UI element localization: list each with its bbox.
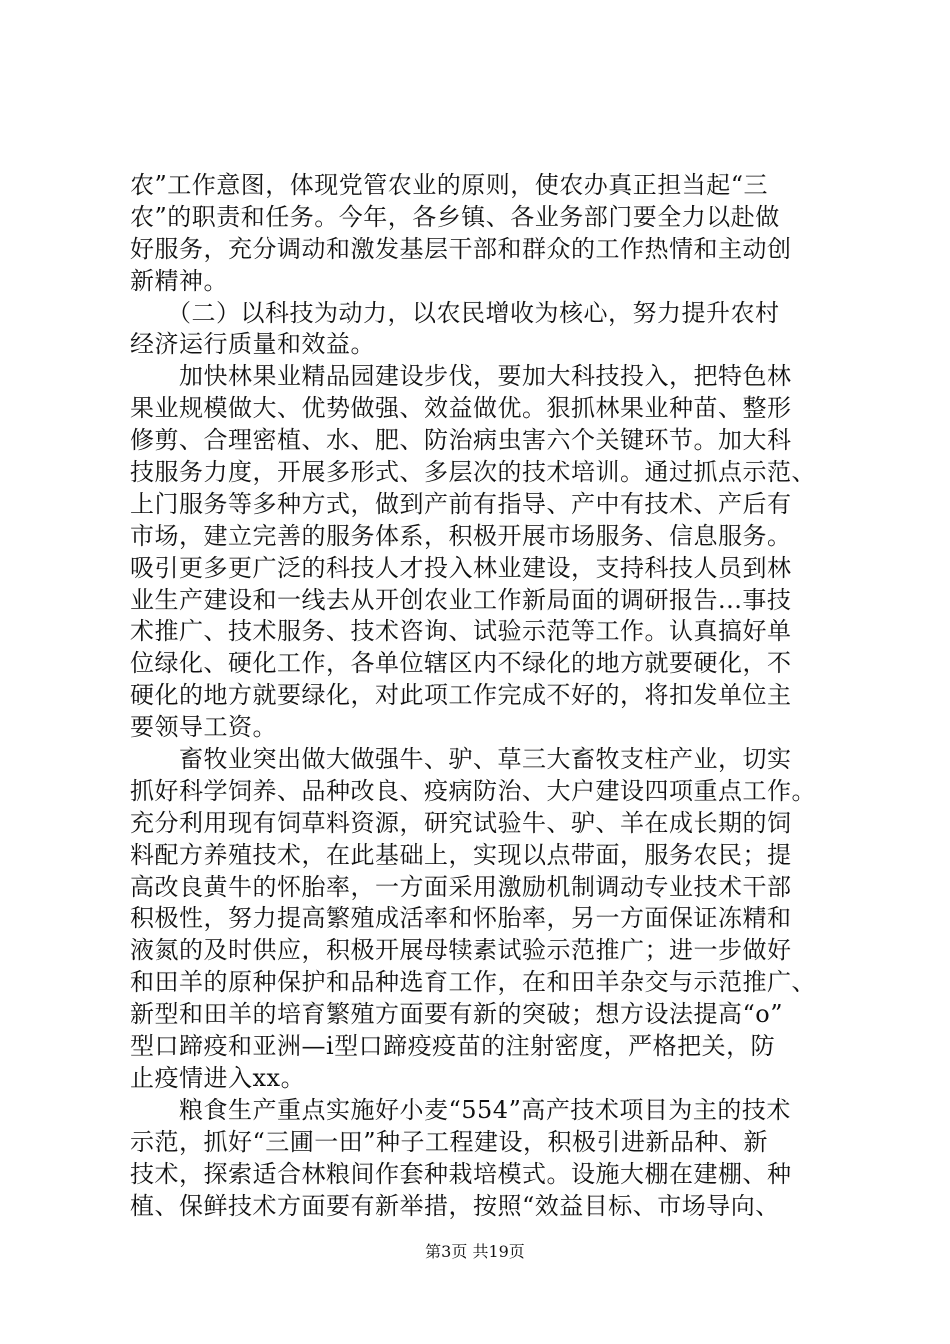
text-line: 要领导工资。 [130, 713, 277, 742]
text-line: 示范，抓好“三圃一田”种子工程建设，积极引进新品种、新 [130, 1127, 769, 1156]
text-line: 农”的职责和任务。今年，各乡镇、各业务部门要全力以赴做 [130, 202, 780, 231]
text-line: 植、保鲜技术方面要有新举措，按照“效益目标、市场导向、 [130, 1191, 780, 1220]
text-line: 好服务，充分调动和激发基层干部和群众的工作热情和主动创 [130, 234, 792, 263]
text-line: 和田羊的原种保护和品种选育工作，在和田羊杂交与示范推广、 [130, 968, 816, 997]
text-line: 上门服务等多种方式，做到产前有指导、产中有技术、产后有 [130, 489, 792, 518]
text-line: 技术，探索适合林粮间作套种栽培模式。设施大棚在建棚、种 [130, 1159, 792, 1188]
text-line: 充分利用现有饲草料资源，研究试验牛、驴、羊在成长期的饲 [130, 808, 792, 837]
text-line: 高改良黄牛的怀胎率，一方面采用激励机制调动专业技术干部 [130, 872, 792, 901]
text-line: 止疫情进入xx。 [130, 1063, 306, 1092]
text-line: 抓好科学饲养、品种改良、疫病防治、大户建设四项重点工作。 [130, 776, 816, 805]
text-line: 新精神。 [130, 266, 228, 295]
text-line: 粮食生产重点实施好小麦“554”高产技术项目为主的技术 [130, 1095, 791, 1124]
text-line: 果业规模做大、优势做强、效益做优。狠抓林果业种苗、整形 [130, 394, 792, 423]
text-line: 硬化的地方就要绿化，对此项工作完成不好的，将扣发单位主 [130, 681, 792, 710]
body-text [130, 170, 830, 1222]
text-line: 积极性，努力提高繁殖成活率和怀胎率，另一方面保证冻精和 [130, 904, 792, 933]
text-line: 料配方养殖技术，在此基础上，实现以点带面，服务农民；提 [130, 840, 792, 869]
section-heading-line: （二）以科技为动力，以农民增收为核心，努力提升农村 [130, 298, 780, 327]
text-line: 新型和田羊的培育繁殖方面要有新的突破；想方设法提高“o” [130, 1000, 783, 1029]
text-line: 术推广、技术服务、技术咨询、试验示范等工作。认真搞好单 [130, 617, 792, 646]
text-line: 型口蹄疫和亚洲—i型口蹄疫疫苗的注射密度，严格把关，防 [130, 1032, 776, 1061]
text-line: 液氮的及时供应，积极开展母犊素试验示范推广；进一步做好 [130, 936, 792, 965]
text-line: 修剪、合理密植、水、肥、防治病虫害六个关键环节。加大科 [130, 426, 792, 455]
text-line: 吸引更多更广泛的科技人才投入林业建设，支持科技人员到林 [130, 553, 792, 582]
text-line: 技服务力度，开展多形式、多层次的技术培训。通过抓点示范、 [130, 458, 816, 487]
text-line: 畜牧业突出做大做强牛、驴、草三大畜牧支柱产业，切实 [130, 745, 792, 774]
section-heading-line: 经济运行质量和效益。 [130, 330, 375, 359]
text-line: 加快林果业精品园建设步伐，要加大科技投入，把特色林 [130, 362, 792, 391]
text-line: 业生产建设和一线去从开创农业工作新局面的调研报告...事技 [130, 585, 792, 614]
page-number-footer: 第3页 共19页 [425, 1242, 525, 1261]
text-line: 市场，建立完善的服务体系，积极开展市场服务、信息服务。 [130, 521, 792, 550]
text-line: 位绿化、硬化工作，各单位辖区内不绿化的地方就要硬化，不 [130, 649, 792, 678]
text-line: 农”工作意图，体现党管农业的原则，使农办真正担当起“三 [130, 171, 769, 199]
